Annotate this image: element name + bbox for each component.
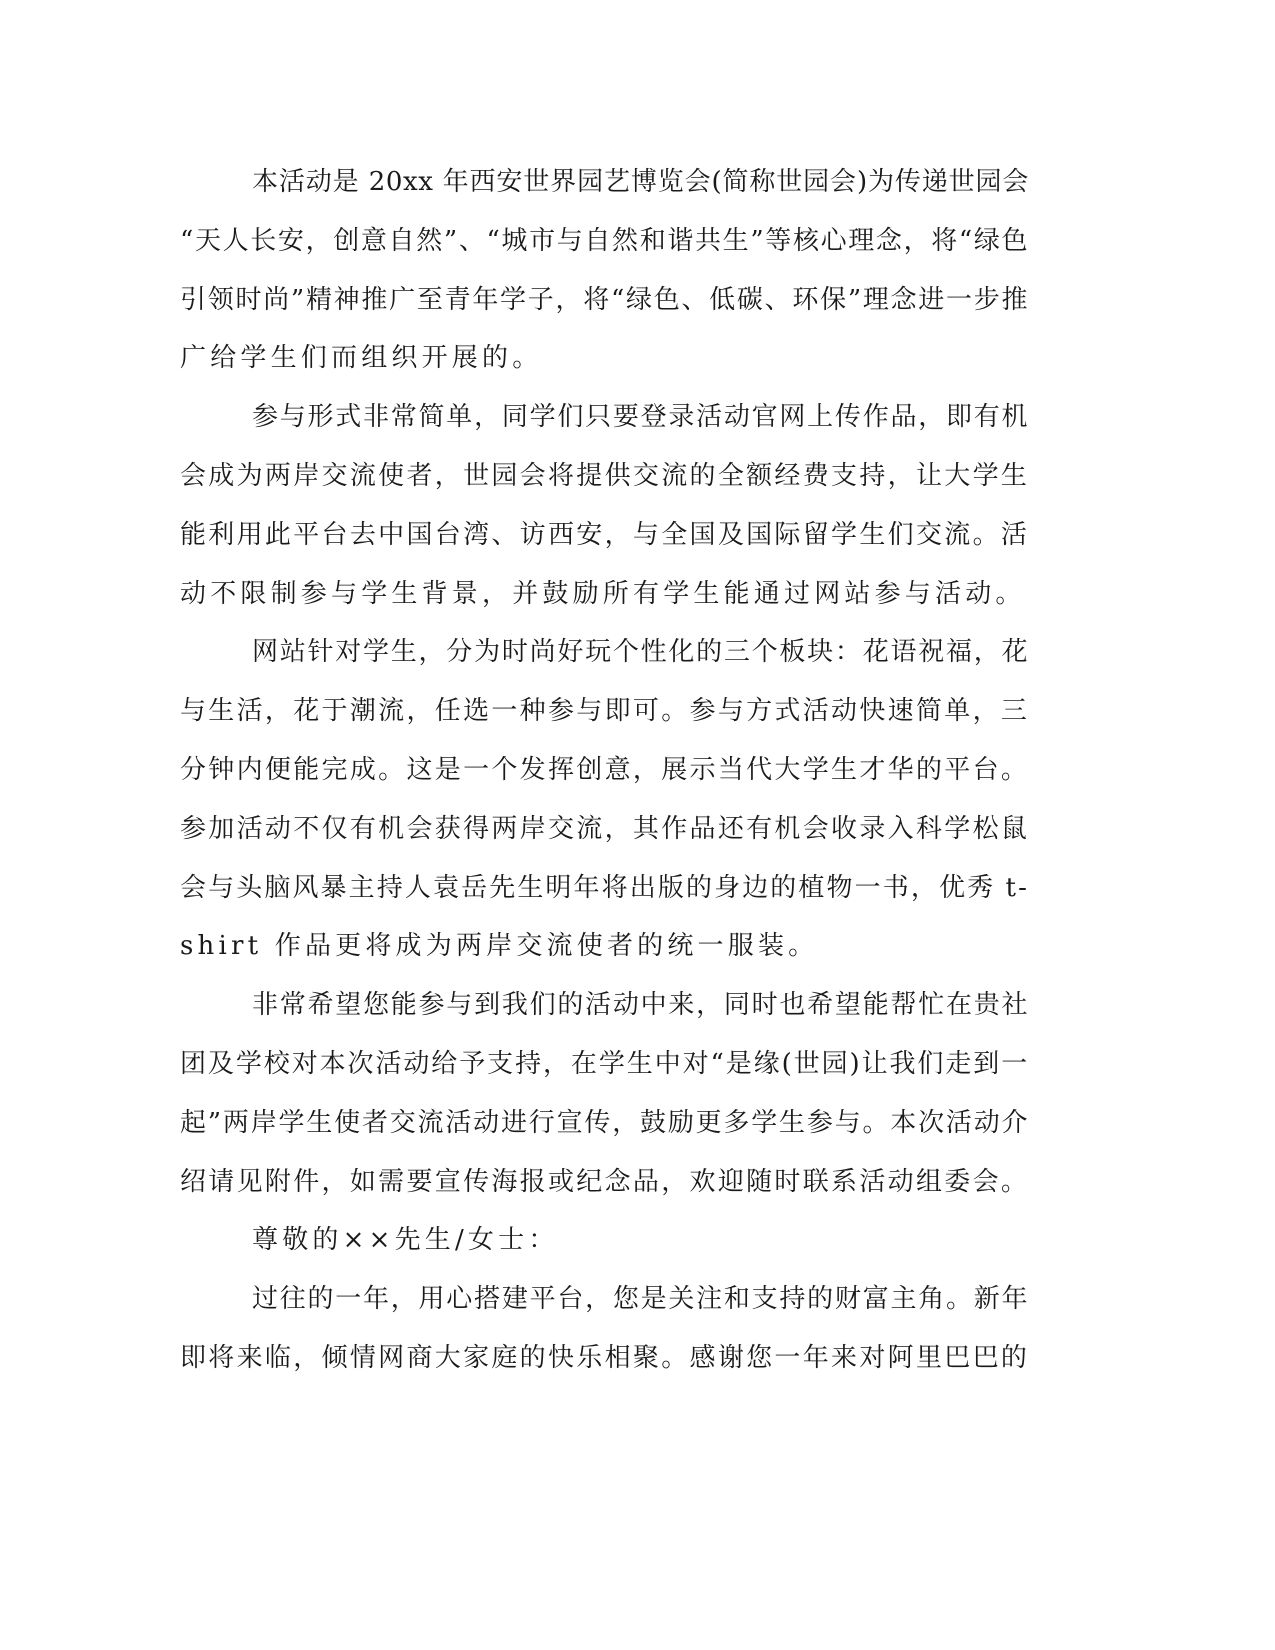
document-body xyxy=(180,153,1029,1388)
text-line: 团及学校对本次活动给予支持，在学生中对“是缘(世园)让我们走到一 xyxy=(180,1048,1029,1079)
text-line: 会成为两岸交流使者，世园会将提供交流的全额经费支持，让大学生 xyxy=(180,460,1029,491)
text-line: 尊敬的××先生/女士： xyxy=(252,1225,559,1256)
text-line: 分钟内便能完成。这是一个发挥创意，展示当代大学生才华的平台。 xyxy=(180,754,1029,785)
text-line: 过往的一年，用心搭建平台，您是关注和支持的财富主角。新年 xyxy=(252,1284,1029,1315)
text-line: 参加活动不仅有机会获得两岸交流，其作品还有机会收录入科学松鼠 xyxy=(180,813,1029,844)
text-line: 本活动是 20xx 年西安世界园艺博览会(简称世园会)为传递世园会 xyxy=(252,167,1029,197)
text-line: shirt 作品更将成为两岸交流使者的统一服装。 xyxy=(180,931,819,962)
text-line: 与生活，花于潮流，任选一种参与即可。参与方式活动快速简单，三 xyxy=(180,696,1029,727)
text-line: 非常希望您能参与到我们的活动中来，同时也希望能帮忙在贵社 xyxy=(252,990,1029,1021)
text-line: 能利用此平台去中国台湾、访西安，与全国及国际留学生们交流。活 xyxy=(180,519,1029,550)
text-line: 起”两岸学生使者交流活动进行宣传，鼓励更多学生参与。本次活动介 xyxy=(180,1107,1029,1138)
text-line: 会与头脑风暴主持人袁岳先生明年将出版的身边的植物一书，优秀 t- xyxy=(180,872,1029,903)
text-line: “天人长安，创意自然”、“城市与自然和谐共生”等核心理念，将“绿色 xyxy=(180,225,1029,256)
text-line: 即将来临，倾情网商大家庭的快乐相聚。感谢您一年来对阿里巴巴的 xyxy=(180,1342,1029,1373)
text-line: 参与形式非常简单，同学们只要登录活动官网上传作品，即有机 xyxy=(252,402,1029,433)
text-line: 动不限制参与学生背景，并鼓励所有学生能通过网站参与活动。 xyxy=(180,578,1026,609)
text-line: 网站针对学生，分为时尚好玩个性化的三个板块：花语祝福，花 xyxy=(252,637,1029,668)
text-line: 引领时尚”精神推广至青年学子，将“绿色、低碳、环保”理念进一步推 xyxy=(180,284,1029,315)
text-line: 绍请见附件，如需要宣传海报或纪念品，欢迎随时联系活动组委会。 xyxy=(180,1166,1029,1197)
text-line: 广给学生们而组织开展的。 xyxy=(180,343,543,374)
